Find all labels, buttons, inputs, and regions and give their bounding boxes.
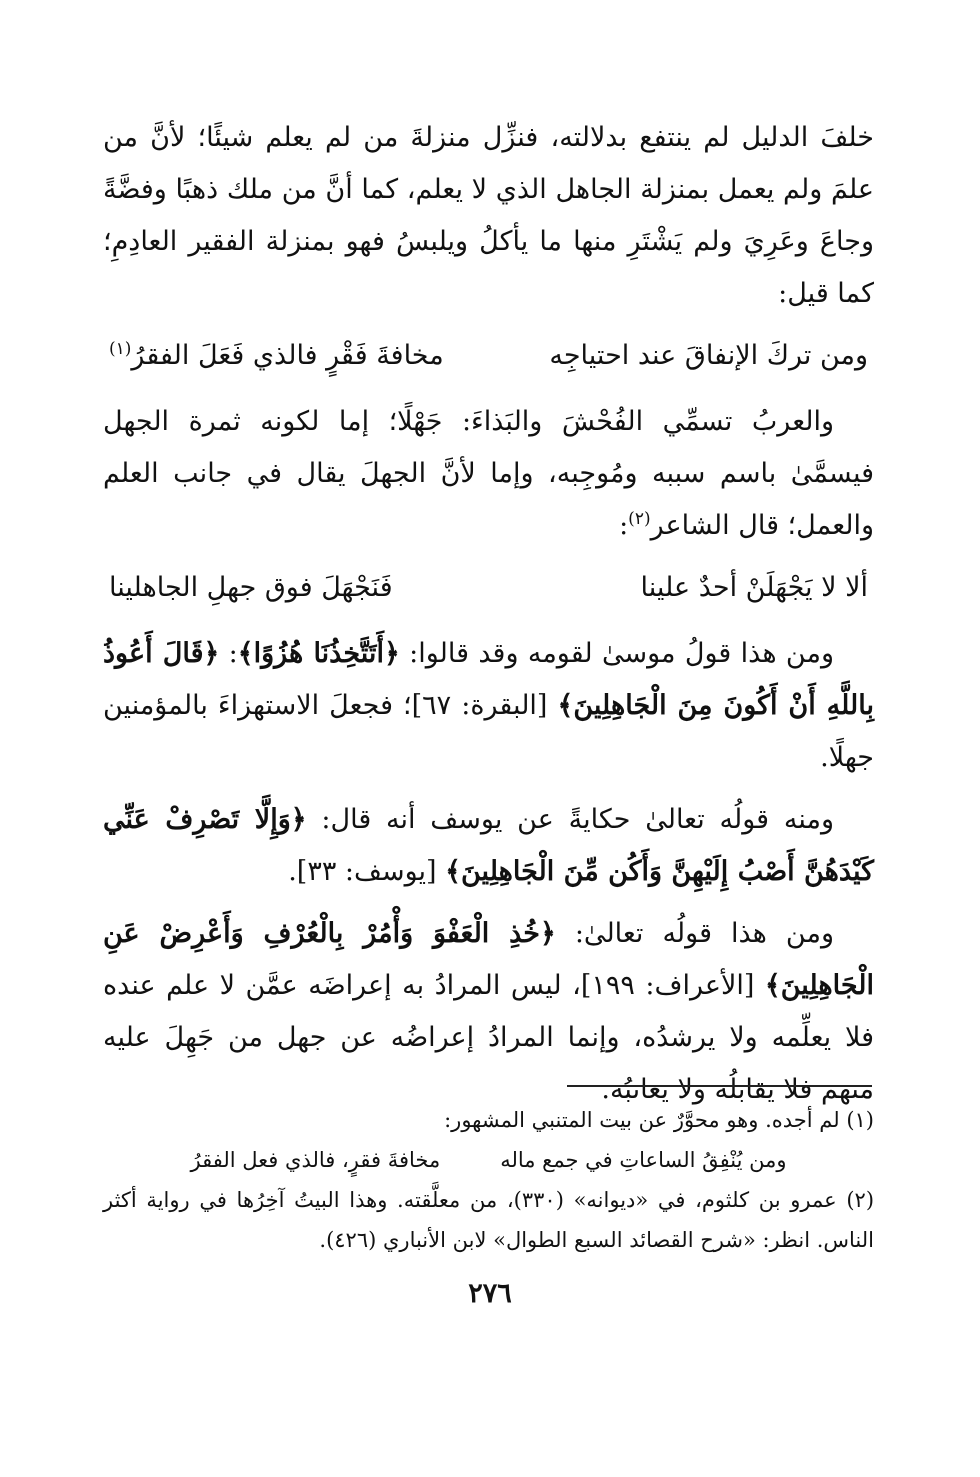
quran-quote: ﴿قَالَ أَعُوذُ بِاللَّهِ أَنْ أَكُونَ مِنَ الْجَاهِلِينَ﴾ bbox=[103, 638, 875, 721]
paragraph-3: ومن هذا قولُ موسىٰ لقومه وقد قالوا: ﴿أَتَتَّخِذُنَا هُزُوًا﴾: ﴿قَالَ أَعُوذُ بِاللَّهِ أَنْ أَكُونَ مِنَ الْجَاهِلِينَ﴾ [البقرة: ٦٧]؛ فجعلَ الاستهزاءَ بالمؤمنين جهلًا. bbox=[103, 638, 875, 773]
footnote-1-verse bbox=[103, 1140, 874, 1180]
paragraph-1: خلفَ الدليل لم ينتفع بدلالته، فنزِّل منزلةَ من لم يعلم شيئًا؛ لأنَّ من علمَ ولم يعمل بمنزلة الجاهل الذي لا يعلم، كما أنَّ من ملك ذهبًا وفضَّةً وجاعَ وعَرِيَ ولم يَشْتَرِ منها ما يأكلُ ويلبسُ فهو بمنزلة الفقير العادِمِ؛ كما قيل: bbox=[103, 122, 874, 309]
footnote-2: (٢) عمرو بن كلثوم، في «ديوانه» (٣٣٠)، من معلَّقته. وهذا البيتُ آخِرُها في رواية أكثر الناس. انظر: «شرح القصائد السبع الطوال» لابن الأنباري (٤٢٦). bbox=[103, 1188, 875, 1252]
footnotes bbox=[103, 1100, 874, 1260]
paragraph-4: ومنه قولُه تعالىٰ حكايةً عن يوسف أنه قال: ﴿وَإِلَّا تَصْرِفْ عَنِّي كَيْدَهُنَّ أَصْبُ إِلَيْهِنَّ وَأَكُن مِّنَ الْجَاهِلِينَ﴾ [يوسف: ٣٣]. bbox=[103, 804, 874, 887]
verse-1-first-hemistich: ومن تركَ الإنفاقَ عند احتياجِه bbox=[549, 340, 868, 371]
verse-2-first-hemistich: ألا لا يَجْهَلَنْ أحدٌ علينا bbox=[640, 572, 868, 603]
verse-2 bbox=[103, 562, 874, 614]
footnote-divider bbox=[567, 1085, 872, 1087]
footnote-ref-1: (١) bbox=[109, 339, 132, 359]
page-number: ٢٧٦ bbox=[468, 1278, 512, 1309]
verse-1 bbox=[103, 330, 874, 382]
quran-quote: ﴿وَإِلَّا تَصْرِفْ عَنِّي كَيْدَهُنَّ أَصْبُ إِلَيْهِنَّ وَأَكُن مِّنَ الْجَاهِلِينَ﴾ bbox=[103, 804, 874, 887]
footnote-1: (١) لم أجده. وهو محوَّرٌ عن بيت المتنبي المشهور: bbox=[444, 1108, 874, 1132]
paragraph-2: والعربُ تسمِّي الفُحْشَ والبَذاءَ: جَهْلًا؛ إما لكونه ثمرة الجهل فيسمَّىٰ باسم سببه ومُوجِبه، وإما لأنَّ الجهلَ يقال في جانب العلم والعمل؛ قال الشاعر$^{(٢)}$: bbox=[103, 406, 874, 541]
main-text bbox=[103, 112, 874, 1126]
footnote-verse-first-hemistich: ومن يُنْفِقُ الساعاتِ في جمع ماله bbox=[500, 1148, 787, 1172]
verse-2-second-hemistich: فَنَجْهَلَ فوق جهلِ الجاهلينا bbox=[109, 572, 393, 603]
quran-quote: ﴿خُذِ الْعَفْوَ وَأْمُرْ بِالْعُرْفِ وَأَعْرِضْ عَنِ الْجَاهِلِينَ﴾ bbox=[103, 918, 874, 1001]
footnote-ref-2: (٢) bbox=[628, 509, 651, 529]
paragraph-5: ومن هذا قولُه تعالىٰ: ﴿خُذِ الْعَفْوَ وَأْمُرْ بِالْعُرْفِ وَأَعْرِضْ عَنِ الْجَاهِلِينَ﴾ [الأعراف: ١٩٩]، ليس المرادُ به إعراضَه عمَّن لا علم عنده فلا يعلِّمه ولا يرشدُه، وإنما المرادُ إعراضُه عن جهل من جَهِلَ عليه منهم فلا يقابلُه ولا يعاتبُه. bbox=[103, 918, 874, 1105]
quran-quote: ﴿أَتَتَّخِذُنَا هُزُوًا﴾ bbox=[237, 638, 400, 669]
verse-1-second-hemistich: مخافةَ فَقْرٍ فالذي فَعَلَ الفقرُ$^{(١)}$ bbox=[109, 339, 444, 371]
footnote-verse-second-hemistich: مخافةَ فقرٍ، فالذي فعل الفقرُ bbox=[190, 1148, 441, 1172]
